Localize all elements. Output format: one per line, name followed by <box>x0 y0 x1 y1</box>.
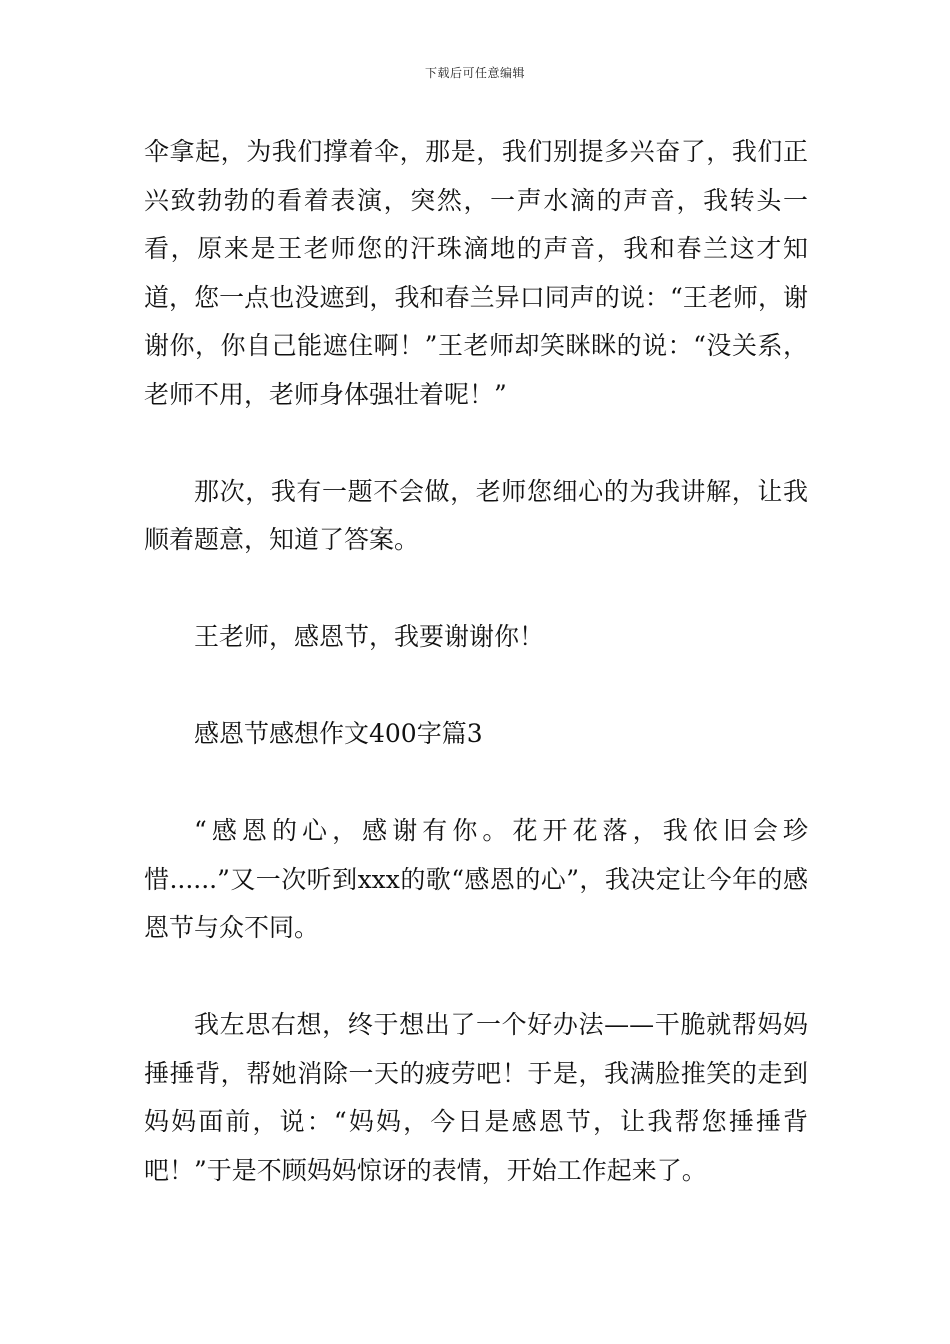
paragraph: 那次，我有一题不会做，老师您细心的为我讲解，让我顺着题意，知道了答案。 <box>144 476 808 554</box>
document-body <box>144 128 808 1195</box>
paragraph-gap <box>144 953 808 1002</box>
paragraph: 王老师，感恩节，我要谢谢你！ <box>194 622 545 651</box>
paragraph-gap <box>144 759 808 808</box>
page-header: 下载后可任意编辑 <box>424 66 525 80</box>
paragraph: 我左思右想，终于想出了一个好办法——干脆就帮妈妈捶捶背，帮她消除一天的疲劳吧！于是，我满脸推笑的走到妈妈面前，说：“妈妈，今日是感恩节，让我帮您捶捶背吧！”于是不顾妈妈惊讶的表情，开始工作起来了。 <box>144 1010 808 1185</box>
paragraph: “感恩的心，感谢有你。花开花落，我依旧会珍惜......”又一次听到xxx的歌“感恩的心”，我决定让今年的感恩节与众不同。 <box>144 816 808 942</box>
section-heading: 感恩节感想作文400字篇3 <box>194 719 483 748</box>
paragraph-gap <box>144 419 808 468</box>
paragraph-gap <box>144 565 808 614</box>
paragraph-continued: 伞拿起，为我们撑着伞，那是，我们别提多兴奋了，我们正兴致勃勃的看着表演，突然，一声水滴的声音，我转头一看，原来是王老师您的汗珠滴地的声音，我和春兰这才知道，您一点也没遮到，我和春兰异口同声的说：“王老师，谢谢你，你自己能遮住啊！”王老师却笑眯眯的说：“没关系，老师不用，老师身体强壮着呢！” <box>144 137 808 409</box>
paragraph-gap <box>144 662 808 711</box>
